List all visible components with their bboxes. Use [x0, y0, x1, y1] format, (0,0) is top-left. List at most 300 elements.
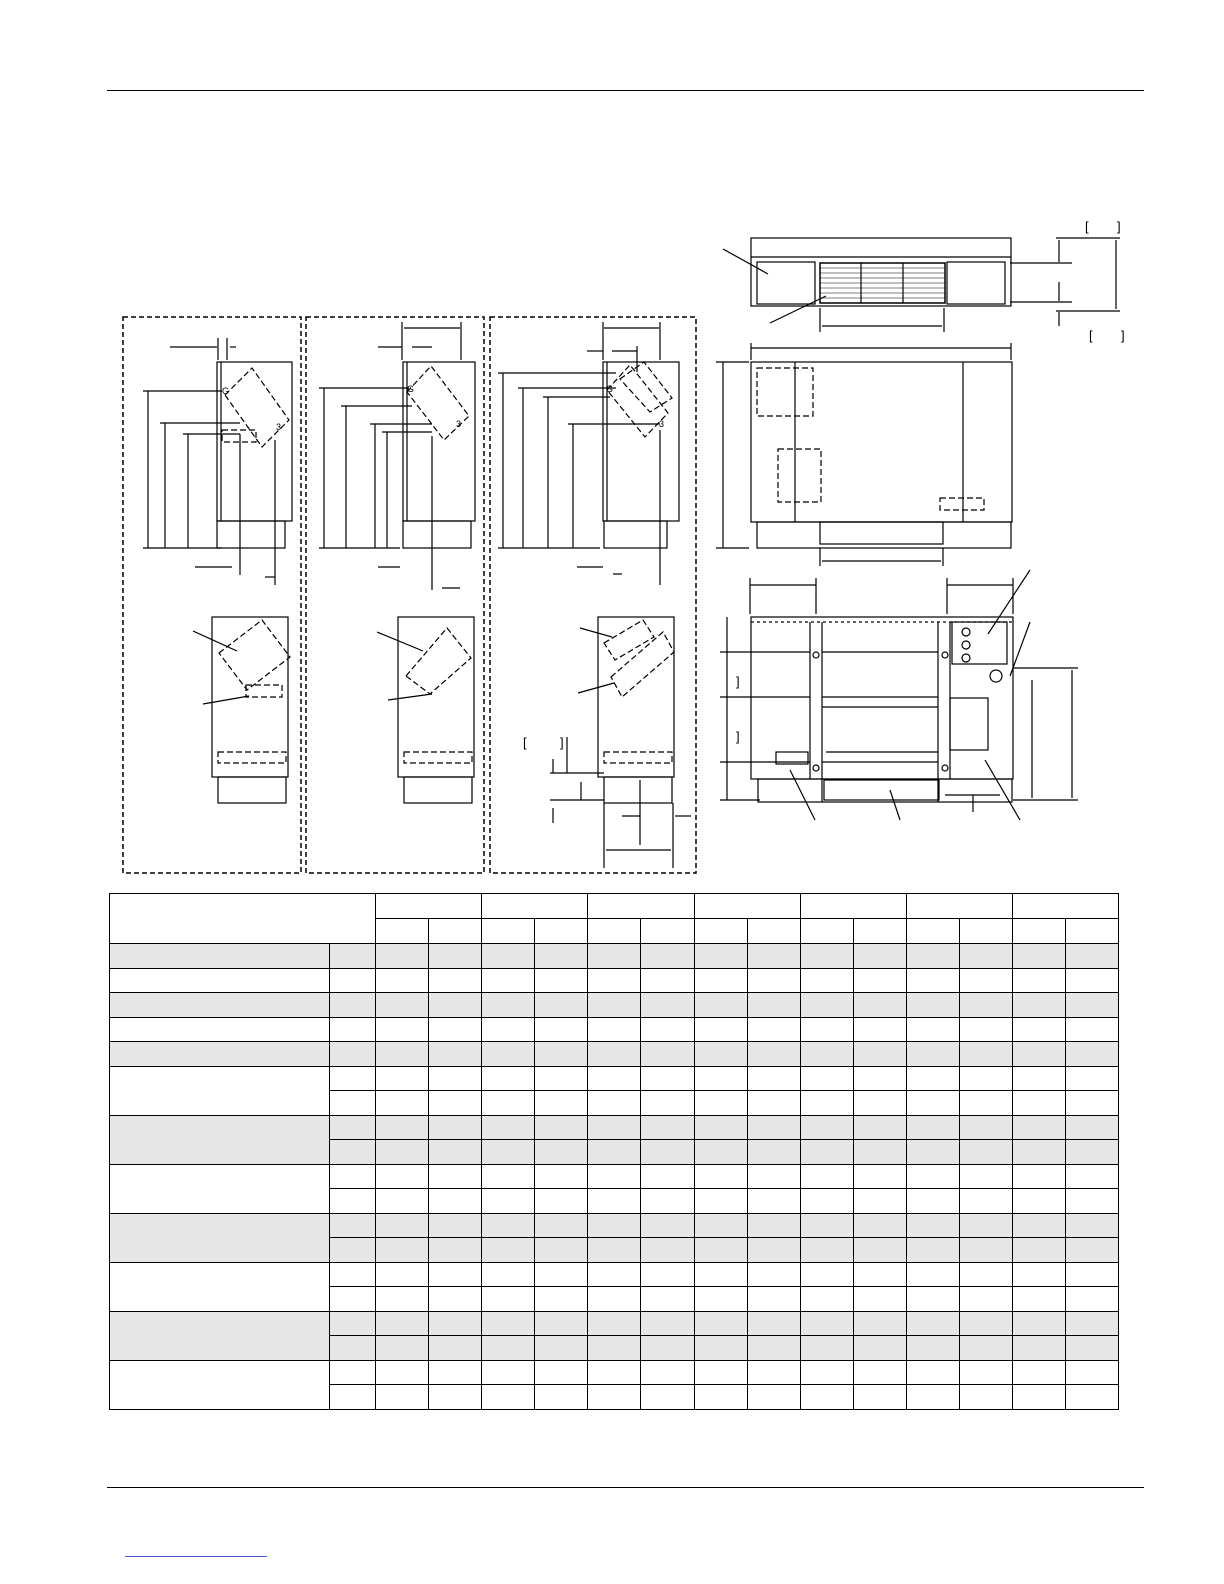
row-label-cell [110, 1164, 330, 1213]
table-cell [853, 944, 906, 969]
row-unit-cell [330, 968, 376, 993]
table-cell [1012, 1385, 1065, 1410]
table-cell [906, 1238, 959, 1263]
header-sub-cell [906, 919, 959, 944]
table-cell [641, 1262, 694, 1287]
table-cell [800, 968, 853, 993]
table-cell [1012, 968, 1065, 993]
table-cell [482, 1311, 535, 1336]
dimension-table [109, 893, 1119, 1410]
table-cell [1012, 1189, 1065, 1214]
table-cell [376, 968, 429, 993]
svg-text:G: G [407, 384, 415, 394]
table-cell [1065, 1238, 1118, 1263]
table-row [110, 1164, 1119, 1189]
header-group-cell [694, 894, 800, 919]
table-cell [641, 1091, 694, 1116]
table-cell [588, 1140, 641, 1165]
table-cell [641, 1017, 694, 1042]
table-cell [588, 944, 641, 969]
table-cell [588, 1042, 641, 1067]
svg-text:[: [ [523, 735, 527, 750]
table-cell [1012, 993, 1065, 1018]
header-sub-cell [959, 919, 1012, 944]
table-cell [853, 1238, 906, 1263]
row-unit-cell [330, 1164, 376, 1189]
header-group-cell [482, 894, 588, 919]
table-cell [1012, 1017, 1065, 1042]
table-cell [429, 1017, 482, 1042]
table-cell [1065, 1140, 1118, 1165]
table-cell [376, 1287, 429, 1312]
table-cell [535, 1017, 588, 1042]
table-cell [906, 1066, 959, 1091]
table-cell [747, 1042, 800, 1067]
header-sub-cell [641, 919, 694, 944]
unit-top-view [723, 219, 1125, 343]
table-cell [800, 1262, 853, 1287]
table-cell [535, 1262, 588, 1287]
table-cell [641, 1042, 694, 1067]
row-unit-cell [330, 1042, 376, 1067]
table-cell [1065, 1287, 1118, 1312]
table-cell [800, 993, 853, 1018]
header-sub-cell [429, 919, 482, 944]
table-cell [535, 1213, 588, 1238]
unit-rear-view [720, 570, 1078, 820]
panel3-front-view [523, 617, 691, 868]
row-label-cell [110, 1360, 330, 1409]
row-unit-cell [330, 1115, 376, 1140]
table-cell [853, 1262, 906, 1287]
table-cell [853, 1360, 906, 1385]
table-cell [535, 1189, 588, 1214]
table-cell [694, 944, 747, 969]
table-cell [1012, 1066, 1065, 1091]
table-cell [641, 1360, 694, 1385]
table-cell [482, 1385, 535, 1410]
svg-text:3: 3 [456, 419, 462, 429]
table-cell [535, 1091, 588, 1116]
svg-text:[: [ [1089, 328, 1093, 343]
row-label-cell [110, 1042, 330, 1067]
footer-link-underline[interactable] [125, 1556, 267, 1557]
row-label-cell [110, 968, 330, 993]
table-cell [800, 1336, 853, 1361]
table-cell [853, 1042, 906, 1067]
table-cell [853, 1066, 906, 1091]
table-cell [1012, 1091, 1065, 1116]
table-cell [1065, 1262, 1118, 1287]
table-cell [482, 944, 535, 969]
table-cell [694, 1287, 747, 1312]
svg-text:[: [ [1085, 219, 1089, 234]
header-group-cell [906, 894, 1012, 919]
table-cell [641, 1140, 694, 1165]
table-cell [694, 993, 747, 1018]
row-label-cell [110, 1311, 330, 1360]
table-cell [959, 1213, 1012, 1238]
table-cell [853, 1189, 906, 1214]
table-cell [906, 944, 959, 969]
table-cell [959, 1262, 1012, 1287]
table-cell [906, 968, 959, 993]
table-cell [853, 1287, 906, 1312]
table-row [110, 1360, 1119, 1385]
row-unit-cell [330, 1066, 376, 1091]
header-group-cell [588, 894, 694, 919]
table-cell [694, 1262, 747, 1287]
table-cell [429, 1164, 482, 1189]
table-cell [853, 1140, 906, 1165]
table-cell [535, 1287, 588, 1312]
table-cell [959, 1017, 1012, 1042]
table-cell [1065, 1017, 1118, 1042]
table-cell [376, 1311, 429, 1336]
table-cell [959, 1336, 1012, 1361]
panel3-side-view [498, 322, 679, 585]
table-cell [694, 1336, 747, 1361]
table-cell [1012, 1213, 1065, 1238]
table-cell [906, 1091, 959, 1116]
header-group-cell [376, 894, 482, 919]
footer-rule [107, 1487, 1144, 1488]
table-cell [482, 1287, 535, 1312]
table-cell [429, 1385, 482, 1410]
table-cell [588, 1091, 641, 1116]
table-row [110, 1115, 1119, 1140]
svg-text:]: ] [1117, 219, 1121, 234]
table-cell [747, 1311, 800, 1336]
row-unit-cell [330, 1360, 376, 1385]
table-cell [429, 993, 482, 1018]
table-cell [747, 1262, 800, 1287]
panel2-side-view [319, 322, 475, 590]
table-cell [588, 1336, 641, 1361]
table-cell [482, 1017, 535, 1042]
table-cell [1065, 993, 1118, 1018]
row-label-cell [110, 1115, 330, 1164]
row-unit-cell [330, 1287, 376, 1312]
table-cell [376, 1238, 429, 1263]
table-cell [959, 1066, 1012, 1091]
table-cell [535, 968, 588, 993]
table-cell [694, 1213, 747, 1238]
table-cell [694, 1115, 747, 1140]
table-cell [588, 1189, 641, 1214]
table-cell [694, 1140, 747, 1165]
table-cell [535, 1115, 588, 1140]
table-cell [588, 1213, 641, 1238]
row-label-cell [110, 1066, 330, 1115]
table-cell [959, 944, 1012, 969]
table-cell [588, 1164, 641, 1189]
table-cell [482, 1140, 535, 1165]
table-cell [694, 1189, 747, 1214]
table-cell [747, 968, 800, 993]
table-cell [588, 1262, 641, 1287]
table-cell [747, 1189, 800, 1214]
table-cell [747, 1287, 800, 1312]
table-cell [482, 1360, 535, 1385]
table-cell [800, 1189, 853, 1214]
table-cell [429, 1066, 482, 1091]
panel1-front-view [193, 617, 290, 803]
unit-front-view [716, 343, 1012, 566]
table-cell [641, 968, 694, 993]
table-cell [694, 968, 747, 993]
table-cell [747, 1091, 800, 1116]
table-cell [1065, 1360, 1118, 1385]
table-cell [906, 1262, 959, 1287]
table-cell [906, 1360, 959, 1385]
table-cell [641, 1385, 694, 1410]
table-row [110, 1042, 1119, 1067]
table-row [110, 1213, 1119, 1238]
table-cell [482, 1091, 535, 1116]
table-cell [800, 1091, 853, 1116]
table-cell [429, 1336, 482, 1361]
table-cell [853, 993, 906, 1018]
table-cell [747, 1164, 800, 1189]
table-cell [853, 1336, 906, 1361]
table-cell [1065, 1385, 1118, 1410]
panel1-side-view [143, 338, 292, 585]
table-row [110, 944, 1119, 969]
table-cell [429, 1360, 482, 1385]
table-cell [1065, 1189, 1118, 1214]
header-sub-cell [747, 919, 800, 944]
table-cell [959, 1091, 1012, 1116]
table-cell [641, 1213, 694, 1238]
table-cell [588, 1238, 641, 1263]
header-sub-cell [482, 919, 535, 944]
header-sub-cell [800, 919, 853, 944]
table-cell [1012, 1262, 1065, 1287]
table-cell [1012, 1164, 1065, 1189]
table-cell [800, 1311, 853, 1336]
header-sub-cell [588, 919, 641, 944]
table-cell [747, 1336, 800, 1361]
table-row [110, 1066, 1119, 1091]
table-cell [1012, 1115, 1065, 1140]
table-cell [535, 993, 588, 1018]
table-cell [800, 1238, 853, 1263]
table-cell [641, 1115, 694, 1140]
table-cell [1012, 1336, 1065, 1361]
table-cell [694, 1066, 747, 1091]
table-cell [588, 1385, 641, 1410]
table-header-row [110, 894, 1119, 919]
table-cell [800, 1115, 853, 1140]
row-label-cell [110, 944, 330, 969]
row-unit-cell [330, 1336, 376, 1361]
table-cell [641, 1238, 694, 1263]
table-cell [1065, 1115, 1118, 1140]
svg-text:G: G [222, 386, 230, 396]
table-cell [694, 1091, 747, 1116]
table-cell [747, 1066, 800, 1091]
table-cell [588, 1017, 641, 1042]
table-cell [376, 1017, 429, 1042]
panel2-front-view [377, 617, 474, 803]
table-cell [853, 1017, 906, 1042]
table-cell [959, 1115, 1012, 1140]
row-label-cell [110, 1262, 330, 1311]
table-cell [376, 1164, 429, 1189]
table-cell [429, 1287, 482, 1312]
table-cell [588, 1066, 641, 1091]
table-cell [535, 1360, 588, 1385]
table-cell [641, 1287, 694, 1312]
table-cell [694, 1042, 747, 1067]
table-cell [800, 1042, 853, 1067]
table-cell [906, 1140, 959, 1165]
table-cell [853, 1091, 906, 1116]
table-cell [535, 1164, 588, 1189]
table-cell [482, 1164, 535, 1189]
table-cell [482, 1262, 535, 1287]
table-cell [482, 1189, 535, 1214]
table-cell [800, 1287, 853, 1312]
table-cell [429, 1042, 482, 1067]
table-cell [747, 993, 800, 1018]
table-cell [482, 1042, 535, 1067]
table-cell [429, 944, 482, 969]
table-cell [535, 1140, 588, 1165]
table-cell [800, 944, 853, 969]
table-cell [535, 1336, 588, 1361]
row-label-cell [110, 993, 330, 1018]
table-row [110, 1262, 1119, 1287]
table-cell [1065, 1311, 1118, 1336]
table-cell [906, 1189, 959, 1214]
left-view-frame [123, 317, 301, 873]
row-unit-cell [330, 1213, 376, 1238]
row-unit-cell [330, 1091, 376, 1116]
table-cell [535, 1066, 588, 1091]
header-group-cell [1012, 894, 1118, 919]
table-cell [429, 1115, 482, 1140]
row-unit-cell [330, 1238, 376, 1263]
table-cell [800, 1164, 853, 1189]
header-sub-cell [1012, 919, 1065, 944]
table-cell [376, 1140, 429, 1165]
table-cell [429, 1213, 482, 1238]
table-cell [482, 1066, 535, 1091]
table-cell [747, 1360, 800, 1385]
table-cell [1065, 1066, 1118, 1091]
table-cell [429, 1091, 482, 1116]
table-row [110, 993, 1119, 1018]
table-cell [1012, 944, 1065, 969]
table-cell [588, 1360, 641, 1385]
table-cell [906, 1336, 959, 1361]
table-cell [853, 1213, 906, 1238]
table-cell [906, 993, 959, 1018]
table-cell [482, 1115, 535, 1140]
table-cell [641, 1311, 694, 1336]
table-cell [1012, 1140, 1065, 1165]
table-cell [694, 1238, 747, 1263]
row-unit-cell [330, 1262, 376, 1287]
table-cell [482, 968, 535, 993]
table-cell [535, 1042, 588, 1067]
table-cell [376, 1091, 429, 1116]
table-cell [588, 968, 641, 993]
table-cell [1065, 1213, 1118, 1238]
table-cell [959, 1360, 1012, 1385]
table-cell [1012, 1042, 1065, 1067]
table-cell [906, 1017, 959, 1042]
table-cell [641, 944, 694, 969]
table-cell [588, 1311, 641, 1336]
table-cell [959, 1164, 1012, 1189]
table-cell [535, 944, 588, 969]
table-cell [959, 1042, 1012, 1067]
table-cell [906, 1115, 959, 1140]
table-cell [747, 1385, 800, 1410]
table-cell [1012, 1311, 1065, 1336]
table-cell [1065, 1336, 1118, 1361]
table-cell [376, 944, 429, 969]
header-sub-cell [535, 919, 588, 944]
table-cell [853, 1311, 906, 1336]
table-cell [906, 1164, 959, 1189]
table-cell [1012, 1238, 1065, 1263]
table-cell [376, 1262, 429, 1287]
table-cell [694, 1360, 747, 1385]
table-cell [588, 993, 641, 1018]
table-cell [376, 1115, 429, 1140]
table-cell [906, 1385, 959, 1410]
table-cell [853, 1115, 906, 1140]
table-cell [959, 993, 1012, 1018]
table-cell [800, 1017, 853, 1042]
table-cell [429, 1189, 482, 1214]
table-cell [376, 1066, 429, 1091]
table-cell [429, 1311, 482, 1336]
table-cell [800, 1066, 853, 1091]
table-row [110, 1017, 1119, 1042]
table-cell [959, 968, 1012, 993]
table-cell [959, 1311, 1012, 1336]
table-cell [800, 1213, 853, 1238]
table-cell [800, 1360, 853, 1385]
row-unit-cell [330, 993, 376, 1018]
table-row [110, 968, 1119, 993]
header-sub-cell [376, 919, 429, 944]
table-cell [959, 1385, 1012, 1410]
header-sub-cell [694, 919, 747, 944]
table-cell [482, 1238, 535, 1263]
table-cell [641, 1066, 694, 1091]
table-cell [482, 993, 535, 1018]
table-cell [694, 1017, 747, 1042]
table-cell [376, 1385, 429, 1410]
table-cell [800, 1140, 853, 1165]
table-cell [694, 1311, 747, 1336]
table-cell [853, 1164, 906, 1189]
table-cell [641, 1336, 694, 1361]
table-cell [535, 1311, 588, 1336]
table-cell [747, 1140, 800, 1165]
svg-text:]: ] [736, 729, 740, 744]
table-cell [959, 1238, 1012, 1263]
table-cell [429, 1238, 482, 1263]
table-cell [588, 1287, 641, 1312]
table-cell [800, 1385, 853, 1410]
